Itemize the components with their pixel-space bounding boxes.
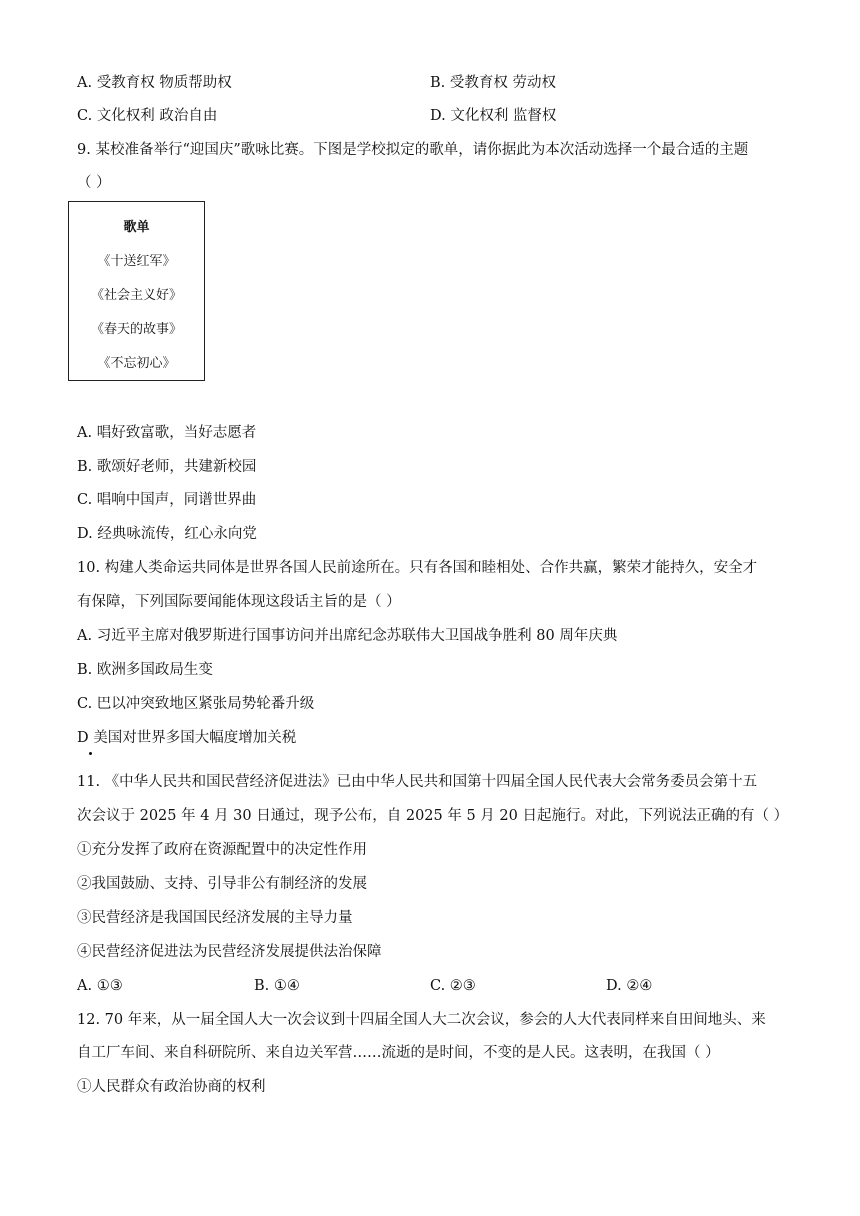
song-item: 《十送红军》 <box>97 254 176 269</box>
q10-option-c: C. 巴以冲突致地区紧张局势轮番升级 <box>77 696 315 712</box>
q9-option-a: A. 唱好致富歌，当好志愿者 <box>77 425 257 441</box>
q10-option-d: D 美国对世界多国大幅度增加关税 <box>77 730 297 746</box>
q11-option-a: A. ①③ <box>77 978 123 994</box>
q10-stem-line2: 有保障，下列国际要闻能体现这段话主旨的是（ ） <box>77 594 401 610</box>
songlist-title: 歌单 <box>123 220 150 235</box>
q10-stem-line1: 10. 构建人类命运共同体是世界各国人民前途所在。只有各国和睦相处、合作共赢，繁荣才能持久，安全才 <box>77 560 758 576</box>
q12-stem-line2: 自工厂车间、来自科研院所、来自边关军营……流逝的是时间，不变的是人民。这表明，在我国（ ） <box>77 1045 720 1061</box>
q11-option-b: B. ①④ <box>254 978 300 994</box>
q11-option-c: C. ②③ <box>430 978 476 994</box>
q12-stem-line1: 12. 70 年来，从一届全国人大一次会议到十四届全国人大二次会议，参会的人大代表同样来自田间地头、来 <box>77 1012 766 1028</box>
song-item: 《春天的故事》 <box>90 322 182 337</box>
q8-option-b: B. 受教育权 劳动权 <box>430 75 556 91</box>
q11-item-4: ④民营经济促进法为民营经济发展提供法治保障 <box>77 944 382 960</box>
q8-option-d: D. 文化权利 监督权 <box>430 108 557 124</box>
q9-stem-line1: 9. 某校准备举行“迎国庆”歌咏比赛。下图是学校拟定的歌单，请你据此为本次活动选择一个最合适的主题 <box>77 142 749 158</box>
q10-option-b: B. 欧洲多国政局生变 <box>77 662 213 678</box>
q11-option-d: D. ②④ <box>606 978 653 994</box>
q9-option-c: C. 唱响中国声，同谱世界曲 <box>77 492 257 508</box>
q11-stem-line1: 11. 《中华人民共和国民营经济促进法》已由中华人民共和国第十四届全国人民代表大会常务委员会第十五 <box>77 774 758 790</box>
q9-option-d: D. 经典咏流传，红心永向党 <box>77 526 257 542</box>
q11-item-1: ①充分发挥了政府在资源配置中的决定性作用 <box>77 842 367 858</box>
song-item: 《不忘初心》 <box>97 356 176 371</box>
q10-option-a: A. 习近平主席对俄罗斯进行国事访问并出席纪念苏联伟大卫国战争胜利 80 周年庆典 <box>77 628 618 644</box>
q9-stem-line2: （ ） <box>77 175 111 191</box>
q8-option-a: A. 受教育权 物质帮助权 <box>77 75 232 91</box>
q11-stem-line2: 次会议于 2025 年 4 月 30 日通过，现予公布，自 2025 年 5 月 20 日起施行。对此，下列说法正确的有（ ） <box>77 808 789 824</box>
songlist-box <box>68 201 205 381</box>
q11-item-2: ②我国鼓励、支持、引导非公有制经济的发展 <box>77 876 367 892</box>
emphasis-dot <box>89 752 92 755</box>
song-item: 《社会主义好》 <box>90 288 182 303</box>
q9-option-b: B. 歌颂好老师，共建新校园 <box>77 459 257 475</box>
q11-item-3: ③民营经济是我国国民经济发展的主导力量 <box>77 910 353 926</box>
q8-option-c: C. 文化权利 政治自由 <box>77 108 218 124</box>
q12-item-1: ①人民群众有政治协商的权利 <box>77 1079 266 1095</box>
